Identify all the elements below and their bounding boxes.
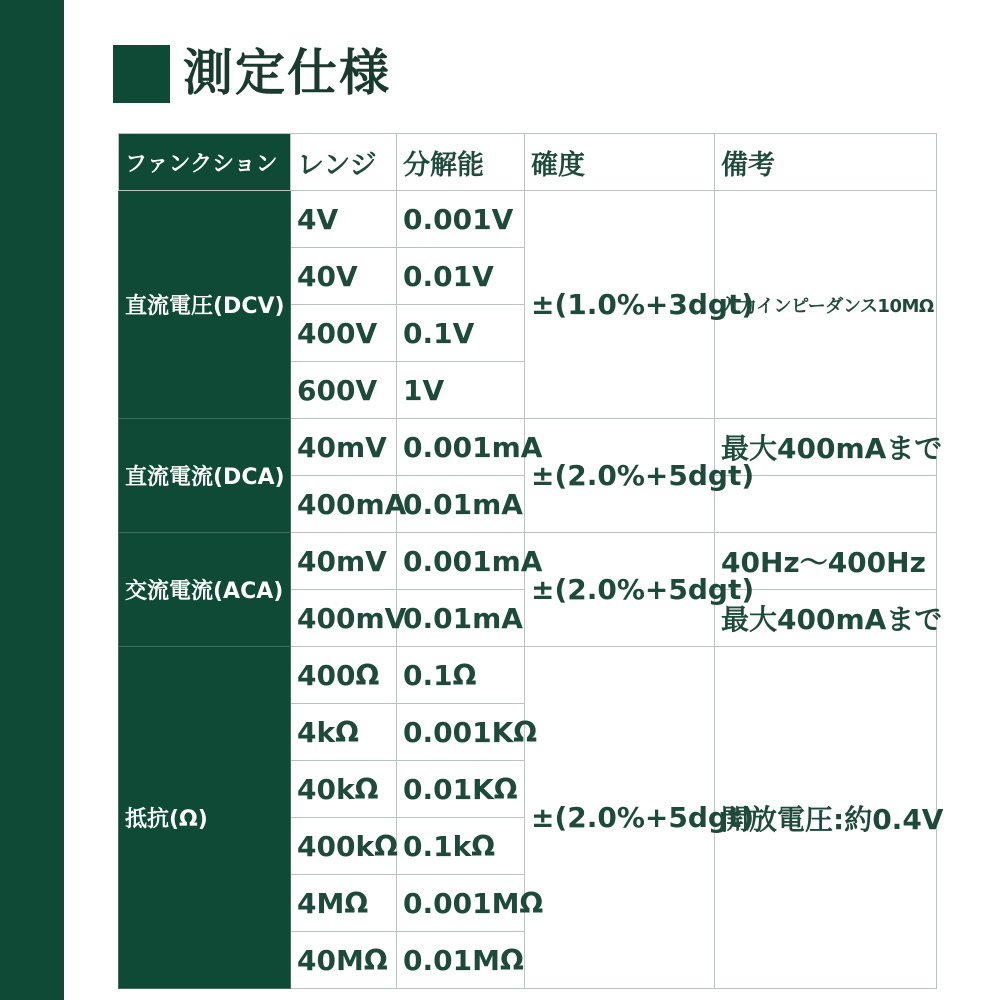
range-cell: 600V bbox=[291, 362, 397, 419]
range-cell: 400V bbox=[291, 305, 397, 362]
page-title: 測定仕様 bbox=[183, 44, 391, 102]
resolution-cell: 0.01KΩ bbox=[397, 761, 525, 818]
spec-table bbox=[118, 133, 944, 989]
resolution-cell: 0.1kΩ bbox=[397, 818, 525, 875]
table-row bbox=[119, 647, 937, 704]
accuracy-dca: ±(2.0%+5dgt) bbox=[525, 419, 715, 533]
header-accuracy: 確度 bbox=[525, 134, 715, 191]
resolution-cell: 0.001V bbox=[397, 191, 525, 248]
function-dcv: 直流電圧(DCV) bbox=[119, 191, 291, 419]
accuracy-dcv: ±(1.0%+3dgt) bbox=[525, 191, 715, 419]
function-aca: 交流電流(ACA) bbox=[119, 533, 291, 647]
function-ohm: 抵抗(Ω) bbox=[119, 647, 291, 989]
range-cell: 40kΩ bbox=[291, 761, 397, 818]
resolution-cell: 1V bbox=[397, 362, 525, 419]
resolution-cell: 0.001MΩ bbox=[397, 875, 525, 932]
table-row bbox=[119, 419, 937, 476]
range-cell: 40MΩ bbox=[291, 932, 397, 989]
resolution-cell: 0.01mA bbox=[397, 590, 525, 647]
table-header-row bbox=[119, 134, 937, 191]
resolution-cell: 0.01mA bbox=[397, 476, 525, 533]
table-row bbox=[119, 191, 937, 248]
range-cell: 40mV bbox=[291, 419, 397, 476]
resolution-cell: 0.001mA bbox=[397, 419, 525, 476]
resolution-cell: 0.1V bbox=[397, 305, 525, 362]
header-resolution: 分解能 bbox=[397, 134, 525, 191]
range-cell: 4kΩ bbox=[291, 704, 397, 761]
header-range: レンジ bbox=[291, 134, 397, 191]
left-accent-bar bbox=[0, 0, 64, 1000]
header-note: 備考 bbox=[715, 134, 937, 191]
range-cell: 400kΩ bbox=[291, 818, 397, 875]
range-cell: 40mV bbox=[291, 533, 397, 590]
resolution-cell: 0.01MΩ bbox=[397, 932, 525, 989]
resolution-cell: 0.1Ω bbox=[397, 647, 525, 704]
range-cell: 4V bbox=[291, 191, 397, 248]
note-dcv: 入力インピーダンス10MΩ bbox=[715, 191, 937, 419]
header-function: ファンクション bbox=[119, 134, 291, 191]
note-aca-frequency: 40Hz～400Hz bbox=[715, 533, 937, 590]
range-cell: 400mA bbox=[291, 476, 397, 533]
accuracy-aca: ±(2.0%+5dgt) bbox=[525, 533, 715, 647]
note-ohm: 開放電圧:約0.4V bbox=[715, 647, 937, 989]
resolution-cell: 0.001mA bbox=[397, 533, 525, 590]
resolution-cell: 0.001KΩ bbox=[397, 704, 525, 761]
table-row bbox=[119, 533, 937, 590]
range-cell: 400mV bbox=[291, 590, 397, 647]
note-aca-max: 最大400mAまで bbox=[715, 590, 937, 647]
range-cell: 40V bbox=[291, 248, 397, 305]
function-dca: 直流電流(DCA) bbox=[119, 419, 291, 533]
range-cell: 400Ω bbox=[291, 647, 397, 704]
note-dca: 最大400mAまで bbox=[715, 419, 937, 476]
accuracy-ohm: ±(2.0%+5dgt) bbox=[525, 647, 715, 989]
resolution-cell: 0.01V bbox=[397, 248, 525, 305]
title-square-marker bbox=[113, 45, 170, 103]
range-cell: 4MΩ bbox=[291, 875, 397, 932]
